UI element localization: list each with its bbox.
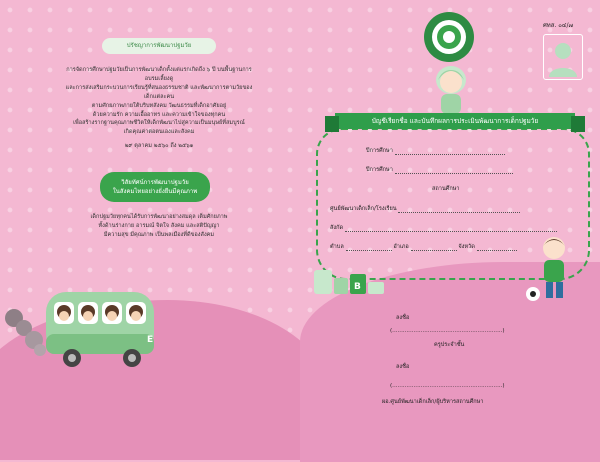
vision-text-line: มีความสุข มีคุณภาพ เป็นพลเมืองที่ดีของสังคม [103,231,215,238]
district-label: สังกัด [330,225,344,231]
form-title-ribbon: บัญชีเรียกชื่อ และบันทึกผลการประเมินพัฒนาการเด็กปฐมวัย [335,113,575,129]
left-page [0,0,300,424]
bus-letter: E [147,335,154,345]
school-label: ศูนย์พัฒนาเด็กเล็ก/โรงเรียน [330,206,397,212]
province-label: จังหวัด [458,244,475,250]
subdistrict-line[interactable] [346,250,392,251]
director-role: ผอ.ศูนย์พัฒนาเด็กเล็ก/ผู้บริหารสถานศึกษา [382,399,484,405]
subdistrict-label: ตำบล [330,244,344,250]
vision-text-line: เด็กปฐมวัยทุกคนได้รับการพัฒนาอย่างสมดุล เต็มศักยภาพ [90,214,228,220]
philosophy-line: ด้วยความรัก ความเอื้ออาทร และความเข้าใจของทุกคน [92,111,226,118]
amphoe-label: อำเภอ [393,244,409,250]
girl-icon [436,66,466,114]
boy-icon [543,237,565,298]
teacher-role: ครูประจำชั้น [434,342,465,348]
term-label: ปีการศึกษา [366,167,393,173]
amphoe-line[interactable] [411,250,457,251]
office-label: ศทส. ๐๔/๗ [543,22,573,29]
book-letter: B [354,282,361,292]
school-bus-illustration [0,276,170,386]
toys-illustration [310,256,390,300]
ball-icon [526,287,540,301]
district-field [330,224,557,232]
year-line[interactable] [395,154,505,155]
vision-line: วิสัยทัศน์การพัฒนาปฐมวัย [121,179,189,186]
school-field [330,205,520,213]
exhaust-smoke-icon [5,309,46,356]
year-field [366,147,505,155]
emblem-seal [424,12,474,62]
philosophy-line: ตามศักยภาพภายใต้บริบทสังคม วัฒนธรรมที่เด็กอาศัยอยู่ [91,102,227,109]
philosophy-date: ๒๙ ตุลาคม ๒๕๖๐ ถึง ๒๕๖๑ [124,143,194,149]
bus-icon [46,292,154,367]
vision-text-line: ทั้งด้านร่างกาย อารมณ์ จิตใจ สังคม และสติปัญญา [98,222,220,229]
school-heading: สถานศึกษา [432,186,460,192]
person-icon [544,35,582,79]
teacher-sign-label: ลงชื่อ [396,315,410,321]
director-sign-line[interactable]: (..............................................................) [390,383,505,389]
philosophy-line: เกิดคุณค่าต่อตนเองและสังคม [123,129,195,136]
photo-placeholder [543,34,583,80]
girl-illustration [428,58,474,116]
philosophy-line: เพื่อสร้างรากฐานคุณภาพชีวิตให้เด็กพัฒนาไปสู่ความเป็นมนุษย์ที่สมบูรณ์ [73,120,245,127]
vision-badge [100,172,210,202]
school-line[interactable] [398,212,520,213]
director-sign-label: ลงชื่อ [396,364,410,370]
term-line[interactable] [395,173,513,174]
province-line[interactable] [477,250,517,251]
philosophy-title: ปรัชญาการพัฒนาปฐมวัย [102,38,216,54]
teacher-sign-line[interactable]: (..............................................................) [390,328,505,334]
emblem-icon [430,18,468,56]
vision-paragraph [64,213,254,240]
philosophy-paragraph [64,66,254,137]
vision-line: ในสังคมไทยอย่างยั่งยืนมีคุณภาพ [112,188,198,195]
boy-illustration [524,232,584,308]
address-field [330,243,517,251]
philosophy-line: และการส่งเสริมกระบวนการเรียนรู้ที่สนองธรรมชาติ และพัฒนาการตามวัยของเด็กแต่ละคน [65,84,253,100]
term-field [366,166,513,174]
year-label: ปีการศึกษา [366,148,393,154]
blocks-icon [314,270,384,294]
philosophy-line: การจัดการศึกษาปฐมวัยเป็นการพัฒนาเด็กตั้งแต่แรกเกิดถึง ๖ ปี บนพื้นฐานการอบรมเลี้ยงดู [66,67,252,82]
